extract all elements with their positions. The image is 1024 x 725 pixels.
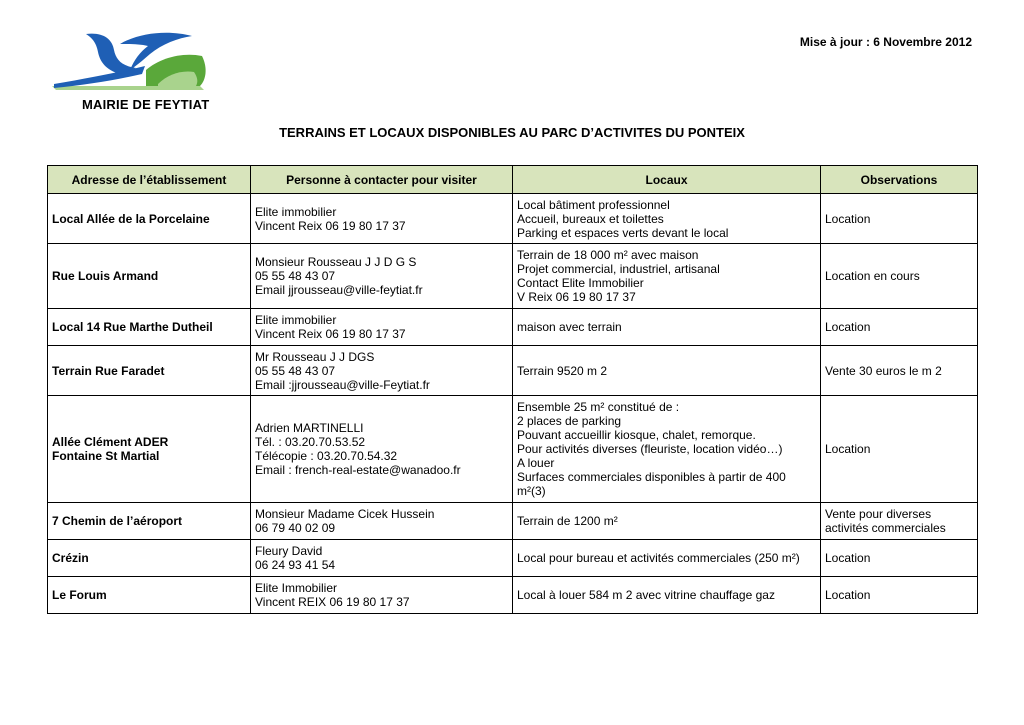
- contact-cell: [251, 244, 513, 309]
- listings-table: [47, 165, 978, 614]
- contact-line: Adrien MARTINELLI: [255, 421, 364, 435]
- locaux-line: m²(3): [517, 484, 546, 498]
- locaux-cell: [513, 309, 821, 346]
- address-cell: [48, 577, 251, 614]
- contact-line: Vincent Reix 06 19 80 17 37: [255, 327, 406, 341]
- locaux-line: Projet commercial, industriel, artisanal: [517, 262, 720, 276]
- contact-line: Monsieur Madame Cicek Hussein: [255, 507, 435, 521]
- address-line: Crézin: [52, 551, 89, 565]
- table-row: [48, 396, 978, 503]
- observations-cell: [821, 309, 978, 346]
- contact-line: Vincent Reix 06 19 80 17 37: [255, 218, 406, 233]
- locaux-line: Pouvant accueillir kiosque, chalet, remorque.: [517, 428, 756, 442]
- table-row: [48, 540, 978, 577]
- contact-cell: [251, 577, 513, 614]
- organization-name: MAIRIE DE FEYTIAT: [82, 97, 210, 112]
- locaux-line: Accueil, bureaux et toilettes: [517, 211, 664, 226]
- column-header-locaux: Locaux: [513, 166, 821, 194]
- contact-line: Mr Rousseau J J DGS: [255, 349, 375, 364]
- locaux-line: V Reix 06 19 80 17 37: [517, 290, 636, 304]
- observations-line: Location: [825, 211, 871, 226]
- locaux-line: Local pour bureau et activités commerciales (250 m²): [517, 551, 800, 565]
- address-cell: [48, 346, 251, 396]
- locaux-line: Local à louer 584 m 2 avec vitrine chauffage gaz: [517, 588, 775, 602]
- update-date: Mise à jour : 6 Novembre 2012: [799, 35, 972, 49]
- address-cell: [48, 194, 251, 244]
- locaux-line: Pour activités diverses (fleuriste, location vidéo…): [517, 442, 783, 456]
- address-cell: [48, 396, 251, 503]
- observations-line: Location: [825, 588, 871, 602]
- address-line: Fontaine St Martial: [52, 449, 160, 463]
- address-line: Terrain Rue Faradet: [52, 363, 165, 378]
- contact-cell: [251, 346, 513, 396]
- observations-line: Location: [825, 320, 871, 334]
- locaux-cell: [513, 244, 821, 309]
- locaux-cell: [513, 396, 821, 503]
- observations-line: Vente pour diverses: [825, 507, 932, 521]
- observations-cell: [821, 396, 978, 503]
- table-row: [48, 309, 978, 346]
- contact-line: Monsieur Rousseau J J D G S: [255, 255, 417, 269]
- observations-cell: [821, 346, 978, 396]
- contact-line: Vincent REIX 06 19 80 17 37: [255, 595, 410, 609]
- contact-cell: [251, 194, 513, 244]
- locaux-line: 2 places de parking: [517, 414, 622, 428]
- observations-line: Location: [825, 442, 871, 456]
- address-line: Le Forum: [52, 588, 107, 602]
- observations-line: activités commerciales: [825, 521, 946, 535]
- contact-cell: [251, 540, 513, 577]
- address-cell: [48, 503, 251, 540]
- locaux-line: Terrain de 1200 m²: [517, 514, 618, 528]
- locaux-cell: [513, 194, 821, 244]
- contact-line: Elite Immobilier: [255, 581, 338, 595]
- address-cell: [48, 244, 251, 309]
- table-row: [48, 194, 978, 244]
- locaux-cell: [513, 540, 821, 577]
- locaux-line: Contact Elite Immobilier: [517, 276, 644, 290]
- observations-cell: [821, 540, 978, 577]
- address-line: Rue Louis Armand: [52, 269, 159, 283]
- locaux-cell: [513, 346, 821, 396]
- table-header-row: [48, 166, 978, 194]
- locaux-line: Surfaces commerciales disponibles à partir de 400: [517, 470, 786, 484]
- column-header-address: Adresse de l’établissement: [48, 166, 251, 194]
- column-header-contact: Personne à contacter pour visiter: [251, 166, 513, 194]
- contact-line: 06 79 40 02 09: [255, 521, 336, 535]
- contact-line: Fleury David: [255, 544, 323, 558]
- address-cell: [48, 540, 251, 577]
- observations-cell: [821, 577, 978, 614]
- table-row: [48, 577, 978, 614]
- contact-line: Elite immobilier: [255, 313, 337, 327]
- locaux-line: Parking et espaces verts devant le local: [517, 225, 729, 240]
- address-line: Allée Clément ADER: [52, 435, 169, 449]
- contact-cell: [251, 503, 513, 540]
- observations-line: Location en cours: [825, 269, 920, 283]
- contact-line: 05 55 48 43 07: [255, 363, 336, 378]
- observations-line: Location: [825, 551, 871, 565]
- locaux-cell: [513, 503, 821, 540]
- contact-cell: [251, 396, 513, 503]
- locaux-line: Ensemble 25 m² constitué de :: [517, 400, 680, 414]
- contact-line: Email jjrousseau@ville-feytiat.fr: [255, 283, 423, 297]
- locaux-line: A louer: [517, 456, 555, 470]
- contact-line: Tél. : 03.20.70.53.52: [255, 435, 366, 449]
- address-line: 7 Chemin de l’aéroport: [52, 514, 183, 528]
- observations-cell: [821, 194, 978, 244]
- address-line: Local Allée de la Porcelaine: [52, 211, 210, 226]
- locaux-cell: [513, 577, 821, 614]
- contact-line: 05 55 48 43 07: [255, 269, 336, 283]
- contact-line: Elite immobilier: [255, 204, 337, 219]
- contact-line: 06 24 93 41 54: [255, 558, 336, 572]
- locaux-line: Terrain 9520 m 2: [517, 363, 608, 378]
- observations-cell: [821, 244, 978, 309]
- locaux-line: Terrain de 18 000 m² avec maison: [517, 248, 699, 262]
- table-row: [48, 503, 978, 540]
- contact-line: Email :jjrousseau@ville-Feytiat.fr: [255, 377, 430, 392]
- table-row: [48, 346, 978, 396]
- table-row: [48, 244, 978, 309]
- contact-line: Télécopie : 03.20.70.54.32: [255, 449, 398, 463]
- contact-cell: [251, 309, 513, 346]
- contact-line: Email : french-real-estate@wanadoo.fr: [255, 463, 461, 477]
- feytiat-logo: [50, 28, 212, 92]
- address-cell: [48, 309, 251, 346]
- locaux-line: maison avec terrain: [517, 320, 622, 334]
- locaux-line: Local bâtiment professionnel: [517, 197, 670, 212]
- page-title: TERRAINS ET LOCAUX DISPONIBLES AU PARC D’ACTIVITES DU PONTEIX: [279, 125, 745, 140]
- column-header-observations: Observations: [821, 166, 978, 194]
- observations-line: Vente 30 euros le m 2: [825, 363, 942, 378]
- observations-cell: [821, 503, 978, 540]
- address-line: Local 14 Rue Marthe Dutheil: [52, 320, 213, 334]
